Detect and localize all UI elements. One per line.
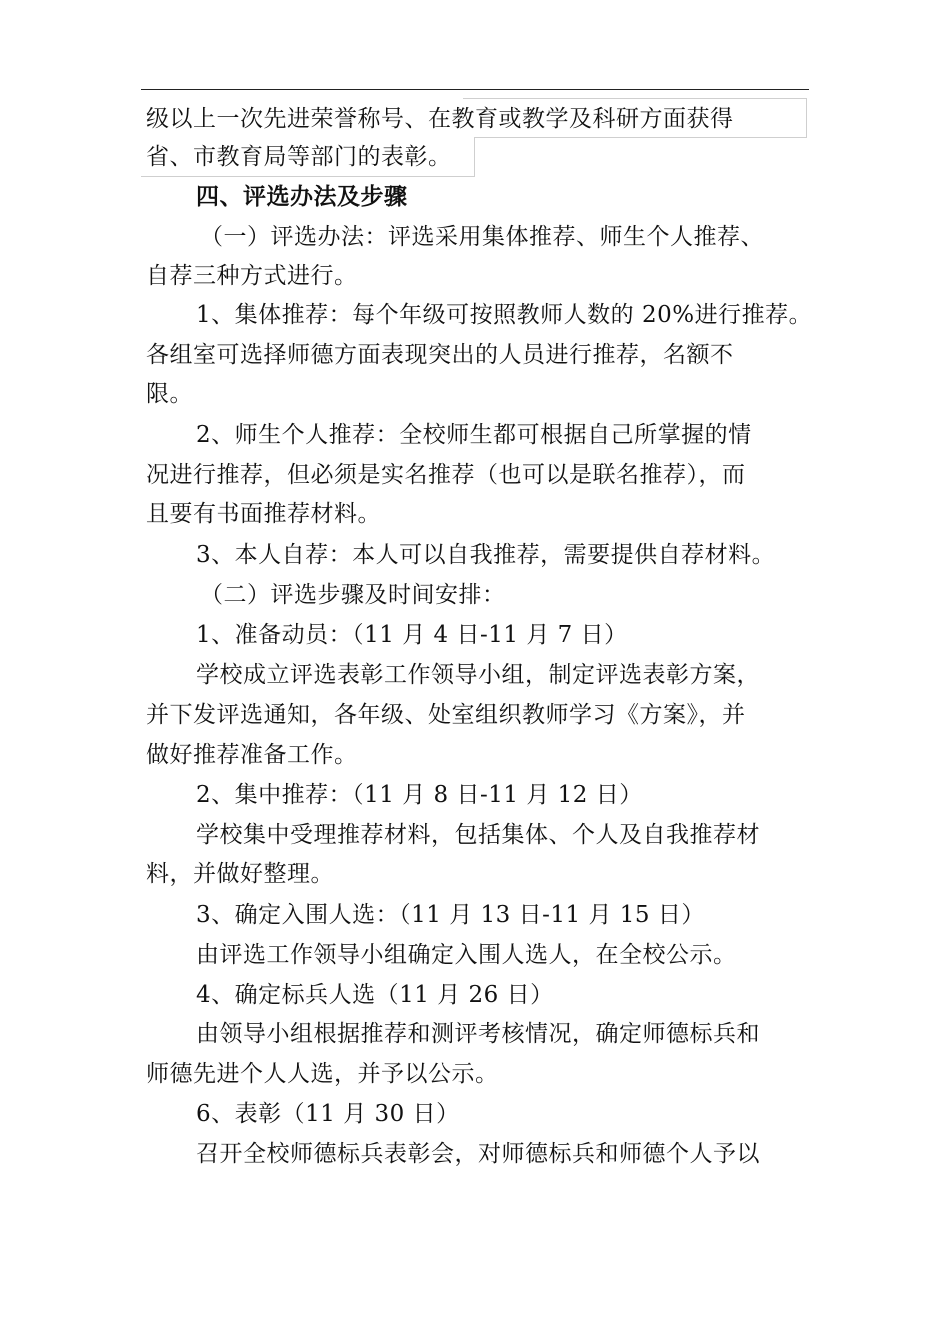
text-line: 2、集中推荐：（11 月 8 日-11 月 12 日） [196, 782, 643, 808]
text-line: 学校集中受理推荐材料，包括集体、个人及自我推荐材 [196, 822, 760, 848]
text-line: 由领导小组根据推荐和测评考核情况，确定师德标兵和 [196, 1021, 760, 1047]
header-rule [141, 89, 809, 90]
text-line: 并下发评选通知，各年级、处室组织教师学习《方案》，并 [146, 702, 746, 728]
frame-border [463, 98, 807, 99]
text-line: 限。 [146, 381, 193, 407]
text-line: 各组室可选择师德方面表现突出的人员进行推荐，名额不 [146, 342, 734, 368]
frame-border [474, 137, 807, 138]
text-line: 省、市教育局等部门的表彰。 [146, 144, 452, 170]
text-line: （二）评选步骤及时间安排： [200, 582, 506, 608]
text-line: 料，并做好整理。 [146, 861, 334, 887]
text-line: 3、确定入围人选：（11 月 13 日-11 月 15 日） [196, 902, 705, 928]
text-line: 1、集体推荐：每个年级可按照教师人数的 20%进行推荐。 [196, 302, 813, 328]
section-heading: 四、评选办法及步骤 [196, 183, 408, 210]
text-line: 且要有书面推荐材料。 [146, 501, 381, 527]
text-line: 4、确定标兵人选（11 月 26 日） [196, 982, 554, 1008]
text-line: 6、表彰（11 月 30 日） [196, 1101, 460, 1127]
text-line: （一）评选办法：评选采用集体推荐、师生个人推荐、 [200, 224, 764, 250]
text-line: 2、师生个人推荐：全校师生都可根据自己所掌握的情 [196, 422, 752, 448]
text-line: 1、准备动员：（11 月 4 日-11 月 7 日） [196, 622, 628, 648]
text-line: 召开全校师德标兵表彰会，对师德标兵和师德个人予以 [196, 1141, 760, 1167]
text-line: 师德先进个人人选，并予以公示。 [146, 1061, 499, 1087]
text-line: 由评选工作领导小组确定入围人选人，在全校公示。 [196, 942, 737, 968]
text-line: 自荐三种方式进行。 [146, 263, 358, 289]
frame-border [141, 176, 475, 177]
text-line: 做好推荐准备工作。 [146, 742, 358, 768]
text-line: 学校成立评选表彰工作领导小组，制定评选表彰方案， [196, 662, 760, 688]
text-line: 况进行推荐，但必须是实名推荐（也可以是联名推荐），而 [146, 462, 746, 488]
text-line: 3、本人自荐：本人可以自我推荐，需要提供自荐材料。 [196, 542, 776, 568]
text-line: 级以上一次先进荣誉称号、在教育或教学及科研方面获得 [146, 106, 734, 132]
